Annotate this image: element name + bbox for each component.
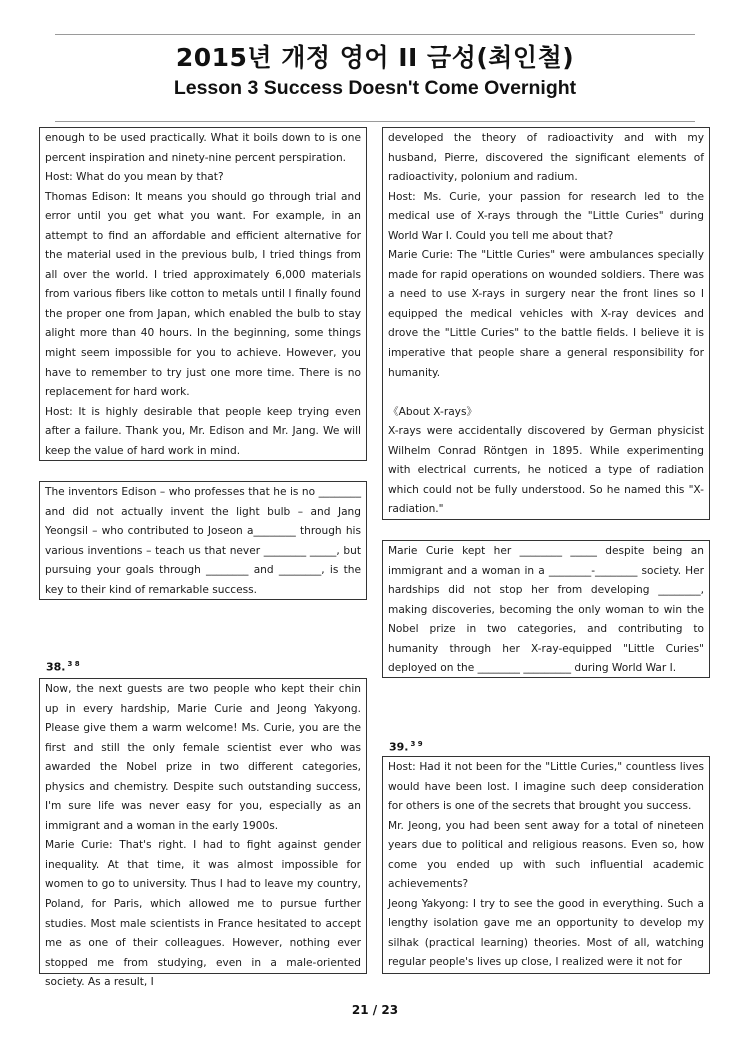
edison-dialogue-box: [39, 127, 367, 461]
header-rule-bottom: [55, 121, 695, 122]
page-number: 21 / 23: [351, 1003, 399, 1017]
dialogue-paragraph: Host: Had it not been for the "Little Curies," countless lives would have been lost. I imagine such deep consideration for others is one of the secrets that brought you success.: [388, 761, 704, 813]
dialogue-paragraph: Thomas Edison: It means you should go through trial and error until you get what you want. For example, in an attempt to find an affordable and efficient alternative for the material used in the previous bulb, I tried things from all over the world. I tried approximately 6,000 materials from various fibers like cotton to metals until I finally found the proper one from Japan, which enabled the bulb to stay alight more than 40 hours. In the beginning, some things might seem impossible for you to achieve. However, you have to remember to try just one more time. There is no replacement for hard work.: [45, 190, 361, 399]
curie-dialogue-box: [39, 678, 367, 989]
about-xrays-heading: 《About X-rays》: [388, 405, 478, 418]
header-rule-top: [55, 34, 695, 35]
question-label: 39.: [389, 740, 409, 754]
question-sup: 3 8: [67, 660, 80, 668]
question-sup: 3 9: [410, 740, 423, 748]
dialogue-paragraph: developed the theory of radioactivity and with my husband, Pierre, discovered the significant elements of radioactivity, polonium and radium.: [388, 132, 704, 184]
summary-fill-blank-box: [39, 481, 367, 600]
dialogue-paragraph: Marie Curie: That's right. I had to fight against gender inequality. At that time, it was almost impossible for women to go to university. Thus I had to leave my country, Poland, for Paris, which allowed me to pursue further studies. Most male scientists in France hesitated to accept me as one of their colleagues. However, nothing ever stopped me from studying, even in a male-oriented society. As a result, I: [45, 839, 361, 989]
lesson-subtitle: Lesson 3 Success Doesn't Come Overnight: [173, 77, 577, 99]
dialogue-paragraph: Host: It is highly desirable that people keep trying even after a failure. Thank you, Mr. Edison and Mr. Jang. We will keep the value of hard work in mind.: [45, 405, 361, 457]
dialogue-paragraph: Host: What do you mean by that?: [45, 171, 224, 184]
question-number-38: [46, 660, 80, 674]
jeong-dialogue-box: [382, 756, 710, 974]
dialogue-paragraph: Mr. Jeong, you had been sent away for a total of nineteen years due to political and religious reasons. Even so, how come you ended up with such influential academic achievements?: [388, 819, 704, 891]
dialogue-paragraph: Now, the next guests are two people who kept their chin up in every hardship, Marie Curie and Jeong Yakyong. Please give them a warm welcome! Ms. Curie, you are the first and still the only female scientist ever who was awarded the Nobel prize in two different categories, physics and chemistry. Despite such outstanding success, I'm sure life was never easy for you, especially as an immigrant and a woman in the early 1900s.: [45, 683, 361, 832]
page-title: 2015년 개정 영어 II 금성(최인철): [175, 43, 575, 72]
paragraph-gap: [388, 383, 704, 403]
dialogue-paragraph: enough to be used practically. What it boils down to is one percent inspiration and ninety-nine percent perspiration.: [45, 132, 361, 164]
dialogue-paragraph: Host: Ms. Curie, your passion for research led to the medical use of X-rays through the "Little Curies" during World War I. Could you tell me about that?: [388, 190, 704, 242]
dialogue-paragraph: Jeong Yakyong: I try to see the good in everything. Such a lengthy isolation gave me an opportunity to develop my silhak (practical learning) theories. Most of all, watching regular people's lives up close, I realized were it not for: [388, 897, 704, 969]
summary-text: Marie Curie kept her ________ _____ despite being an immigrant and a woman in a ________-________ society. Her hardships did not stop her from developing ________, making discoveries, becoming the only woman to win the Nobel prize in two categories, and contributing to humanity through her X-ray-equipped "Little Curies" deployed on the ________ _________ during World War I.: [388, 545, 704, 675]
curie-xray-dialogue-box: [382, 127, 710, 520]
summary-text: The inventors Edison – who professes that he is no ________ and did not actually invent the light bulb – and Jang Yeongsil – who contributed to Joseon a________ through his various inventions – teach us that never ________ _____, but pursuing your goals through ________ and ________, is the key to their kind of remarkable success.: [45, 486, 361, 596]
dialogue-paragraph: Marie Curie: The "Little Curies" were ambulances specially made for rapid operations on wounded soldiers. There was a need to use X-rays in surgery near the front lines so I equipped the medical vehicles with X-ray devices and drove the "Little Curies" to the battle fields. I believe it is imperative that people share a general responsibility for humanity.: [388, 249, 704, 379]
curie-summary-fill-blank-box: [382, 540, 710, 678]
about-xrays-text: X-rays were accidentally discovered by German physicist Wilhelm Conrad Röntgen in 1895. While experimenting with electrical currents, he noticed a type of radiation which could not be fully understood. So he named this "X-radiation.": [388, 425, 704, 516]
question-number-39: [389, 740, 423, 754]
question-label: 38.: [46, 660, 66, 674]
